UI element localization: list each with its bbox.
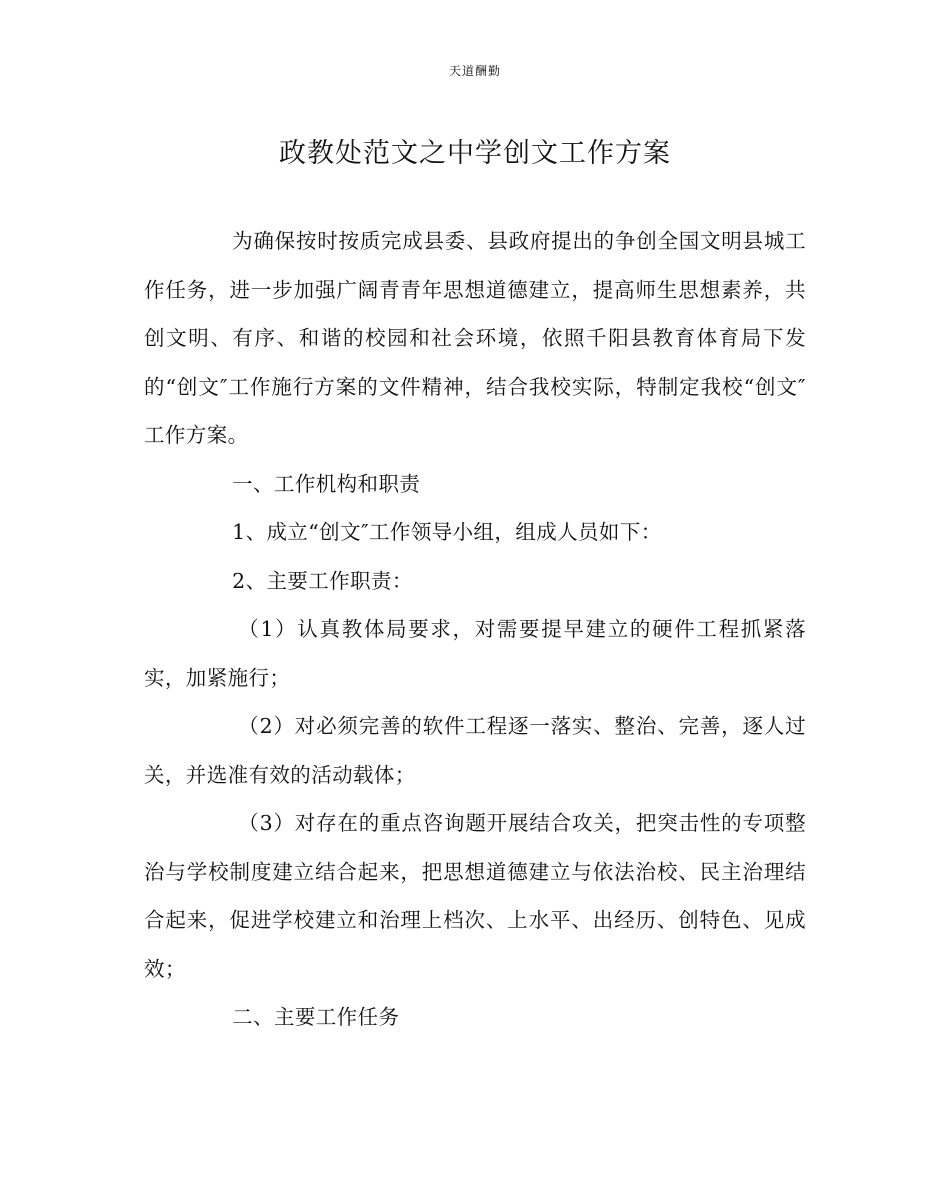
list-item-leading-group: 1、成立“创文″工作领导小组，组成人员如下： bbox=[232, 520, 662, 544]
document-title: 政教处范文之中学创文工作方案 bbox=[279, 138, 671, 169]
intro-paragraph: 为确保按时按质完成县委、县政府提出的争创全国文明县城工作任务，进一步加强广阔青青年思想道德建立，提高师生思想素养，共创文明、有序、和谐的校园和社会环境，依照千阳县教育体育局下发的“创文″工作施行方案的文件精神，结合我校实际，特制定我校“创文″工作方案。 bbox=[144, 229, 806, 447]
section-heading-main-tasks: 二、主要工作任务 bbox=[232, 1005, 400, 1029]
duty-item-1: （1）认真教体局要求，对需要提早建立的硬件工程抓紧落实，加紧施行； bbox=[144, 617, 806, 690]
list-item-main-duties: 2、主要工作职责： bbox=[232, 568, 413, 593]
document-body bbox=[144, 217, 806, 1042]
duty-item-2: （2）对必须完善的软件工程逐一落实、整治、完善，逐人过关，并选准有效的活动载体； bbox=[144, 714, 806, 787]
page-header: 天道酬勤 bbox=[448, 64, 501, 78]
duty-item-3: （3）对存在的重点咨询题开展结合攻关，把突击性的专项整治与学校制度建立结合起来，把思想道德建立与依法治校、民主治理结合起来，促进学校建立和治理上档次、上水平、出经历、创特色、见成效； bbox=[144, 811, 806, 981]
section-heading-work-organization: 一、工作机构和职责 bbox=[232, 471, 421, 496]
